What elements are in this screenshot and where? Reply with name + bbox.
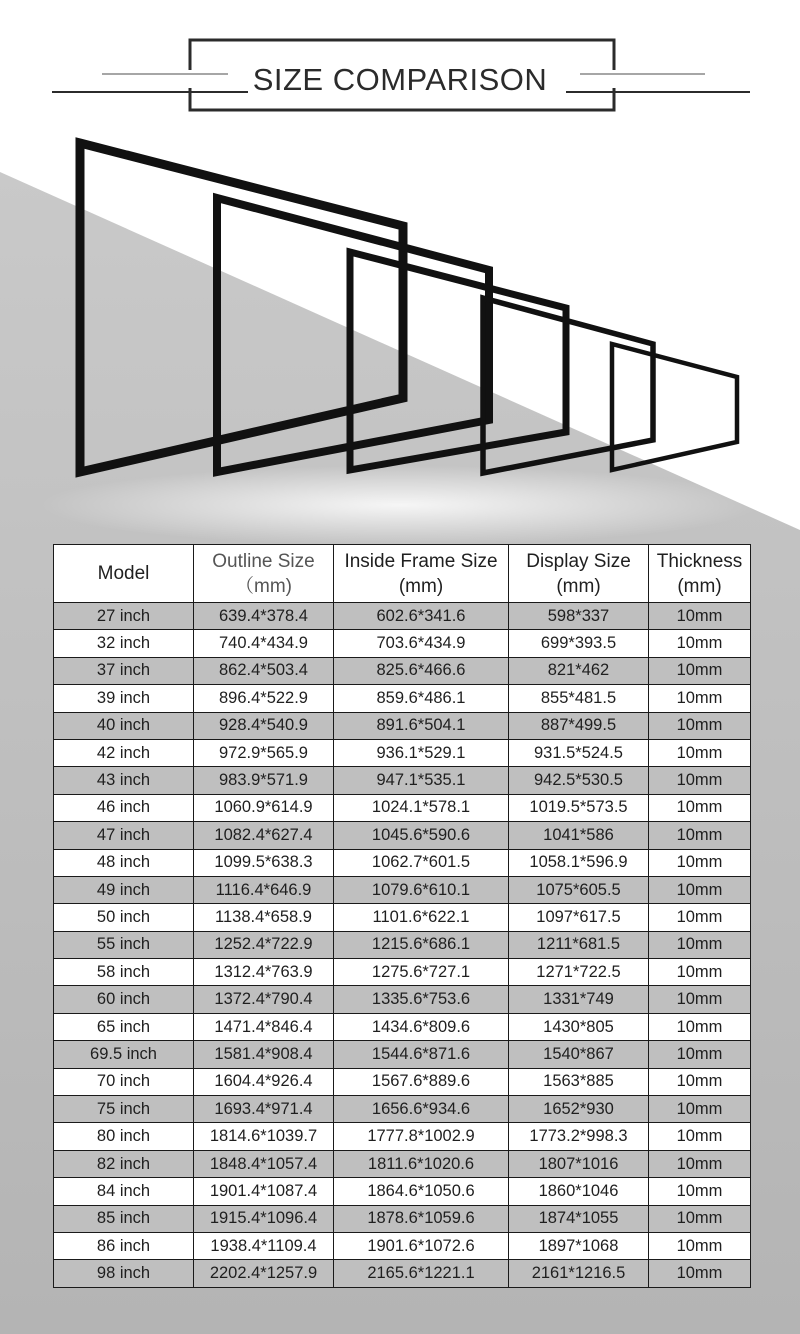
cell-thickness: 10mm <box>649 1068 751 1095</box>
header-model: Model <box>54 545 194 603</box>
cell-thickness: 10mm <box>649 1150 751 1177</box>
cell-model: 70 inch <box>54 1068 194 1095</box>
cell-outline-size: 1604.4*926.4 <box>194 1068 334 1095</box>
table-row <box>54 767 751 794</box>
table-header-row <box>54 545 751 603</box>
cell-model: 27 inch <box>54 603 194 630</box>
cell-inside-frame-size: 1878.6*1059.6 <box>334 1205 509 1232</box>
header-outline-size: Outline Size （mm) <box>194 545 334 603</box>
cell-outline-size: 1915.4*1096.4 <box>194 1205 334 1232</box>
table-row <box>54 1205 751 1232</box>
cell-thickness: 10mm <box>649 767 751 794</box>
table-row <box>54 712 751 739</box>
cell-display-size: 1097*617.5 <box>509 904 649 931</box>
cell-outline-size: 740.4*434.9 <box>194 630 334 657</box>
size-table <box>53 544 751 1288</box>
cell-inside-frame-size: 1811.6*1020.6 <box>334 1150 509 1177</box>
cell-display-size: 1540*867 <box>509 1041 649 1068</box>
cell-thickness: 10mm <box>649 1232 751 1259</box>
header-thickness: Thickness (mm) <box>649 545 751 603</box>
table-row <box>54 986 751 1013</box>
cell-outline-size: 1116.4*646.9 <box>194 876 334 903</box>
cell-thickness: 10mm <box>649 849 751 876</box>
page-title: SIZE COMPARISON <box>252 62 548 97</box>
table-row <box>54 1013 751 1040</box>
cell-thickness: 10mm <box>649 739 751 766</box>
cell-outline-size: 1138.4*658.9 <box>194 904 334 931</box>
cell-outline-size: 1938.4*1109.4 <box>194 1232 334 1259</box>
table-row <box>54 1150 751 1177</box>
cell-inside-frame-size: 1335.6*753.6 <box>334 986 509 1013</box>
cell-inside-frame-size: 2165.6*1221.1 <box>334 1260 509 1287</box>
cell-model: 37 inch <box>54 657 194 684</box>
table-row <box>54 876 751 903</box>
cell-inside-frame-size: 1101.6*622.1 <box>334 904 509 931</box>
cell-thickness: 10mm <box>649 1013 751 1040</box>
cell-inside-frame-size: 1434.6*809.6 <box>334 1013 509 1040</box>
table-row <box>54 630 751 657</box>
cell-outline-size: 1901.4*1087.4 <box>194 1178 334 1205</box>
cell-inside-frame-size: 859.6*486.1 <box>334 685 509 712</box>
cell-thickness: 10mm <box>649 876 751 903</box>
table-row <box>54 959 751 986</box>
cell-model: 42 inch <box>54 739 194 766</box>
cell-display-size: 1058.1*596.9 <box>509 849 649 876</box>
cell-display-size: 821*462 <box>509 657 649 684</box>
cell-model: 43 inch <box>54 767 194 794</box>
cell-model: 60 inch <box>54 986 194 1013</box>
cell-model: 69.5 inch <box>54 1041 194 1068</box>
cell-thickness: 10mm <box>649 904 751 931</box>
cell-thickness: 10mm <box>649 1041 751 1068</box>
cell-outline-size: 1848.4*1057.4 <box>194 1150 334 1177</box>
cell-inside-frame-size: 602.6*341.6 <box>334 603 509 630</box>
cell-outline-size: 1252.4*722.9 <box>194 931 334 958</box>
table-row <box>54 904 751 931</box>
cell-inside-frame-size: 1544.6*871.6 <box>334 1041 509 1068</box>
cell-outline-size: 862.4*503.4 <box>194 657 334 684</box>
floor-glow <box>40 465 760 545</box>
cell-display-size: 1430*805 <box>509 1013 649 1040</box>
cell-thickness: 10mm <box>649 712 751 739</box>
table-row <box>54 1123 751 1150</box>
cell-display-size: 1652*930 <box>509 1096 649 1123</box>
cell-outline-size: 1060.9*614.9 <box>194 794 334 821</box>
cell-inside-frame-size: 1864.6*1050.6 <box>334 1178 509 1205</box>
header-inside-frame-size: Inside Frame Size (mm) <box>334 545 509 603</box>
cell-thickness: 10mm <box>649 931 751 958</box>
cell-display-size: 1874*1055 <box>509 1205 649 1232</box>
cell-display-size: 855*481.5 <box>509 685 649 712</box>
cell-thickness: 10mm <box>649 822 751 849</box>
cell-inside-frame-size: 703.6*434.9 <box>334 630 509 657</box>
table-row <box>54 849 751 876</box>
cell-outline-size: 928.4*540.9 <box>194 712 334 739</box>
cell-thickness: 10mm <box>649 1178 751 1205</box>
cell-thickness: 10mm <box>649 657 751 684</box>
cell-outline-size: 896.4*522.9 <box>194 685 334 712</box>
table-row <box>54 739 751 766</box>
cell-inside-frame-size: 1215.6*686.1 <box>334 931 509 958</box>
table-row <box>54 794 751 821</box>
table-row <box>54 685 751 712</box>
table-row <box>54 1096 751 1123</box>
cell-model: 32 inch <box>54 630 194 657</box>
cell-outline-size: 1814.6*1039.7 <box>194 1123 334 1150</box>
cell-model: 49 inch <box>54 876 194 903</box>
cell-inside-frame-size: 891.6*504.1 <box>334 712 509 739</box>
cell-model: 39 inch <box>54 685 194 712</box>
table-row <box>54 1068 751 1095</box>
cell-thickness: 10mm <box>649 1260 751 1287</box>
cell-outline-size: 1082.4*627.4 <box>194 822 334 849</box>
cell-thickness: 10mm <box>649 959 751 986</box>
cell-inside-frame-size: 1062.7*601.5 <box>334 849 509 876</box>
cell-outline-size: 1581.4*908.4 <box>194 1041 334 1068</box>
cell-display-size: 598*337 <box>509 603 649 630</box>
cell-model: 86 inch <box>54 1232 194 1259</box>
cell-display-size: 931.5*524.5 <box>509 739 649 766</box>
cell-display-size: 1211*681.5 <box>509 931 649 958</box>
cell-display-size: 942.5*530.5 <box>509 767 649 794</box>
cell-model: 98 inch <box>54 1260 194 1287</box>
cell-display-size: 1773.2*998.3 <box>509 1123 649 1150</box>
cell-thickness: 10mm <box>649 603 751 630</box>
cell-model: 40 inch <box>54 712 194 739</box>
cell-outline-size: 1099.5*638.3 <box>194 849 334 876</box>
cell-outline-size: 983.9*571.9 <box>194 767 334 794</box>
table-row <box>54 603 751 630</box>
cell-thickness: 10mm <box>649 1096 751 1123</box>
cell-model: 50 inch <box>54 904 194 931</box>
cell-inside-frame-size: 1045.6*590.6 <box>334 822 509 849</box>
table-body <box>54 603 751 1288</box>
cell-inside-frame-size: 1901.6*1072.6 <box>334 1232 509 1259</box>
cell-thickness: 10mm <box>649 630 751 657</box>
cell-display-size: 1807*1016 <box>509 1150 649 1177</box>
cell-outline-size: 639.4*378.4 <box>194 603 334 630</box>
cell-outline-size: 972.9*565.9 <box>194 739 334 766</box>
table-row <box>54 657 751 684</box>
cell-outline-size: 2202.4*1257.9 <box>194 1260 334 1287</box>
cell-outline-size: 1372.4*790.4 <box>194 986 334 1013</box>
cell-model: 48 inch <box>54 849 194 876</box>
size-table-container <box>53 544 751 1288</box>
header-display-size: Display Size (mm) <box>509 545 649 603</box>
cell-model: 84 inch <box>54 1178 194 1205</box>
cell-display-size: 887*499.5 <box>509 712 649 739</box>
cell-display-size: 1041*586 <box>509 822 649 849</box>
cell-inside-frame-size: 1656.6*934.6 <box>334 1096 509 1123</box>
cell-inside-frame-size: 1567.6*889.6 <box>334 1068 509 1095</box>
cell-thickness: 10mm <box>649 685 751 712</box>
cell-display-size: 1860*1046 <box>509 1178 649 1205</box>
cell-display-size: 699*393.5 <box>509 630 649 657</box>
cell-display-size: 1897*1068 <box>509 1232 649 1259</box>
cell-inside-frame-size: 947.1*535.1 <box>334 767 509 794</box>
cell-model: 46 inch <box>54 794 194 821</box>
table-row <box>54 1232 751 1259</box>
cell-model: 47 inch <box>54 822 194 849</box>
cell-display-size: 1331*749 <box>509 986 649 1013</box>
cell-model: 85 inch <box>54 1205 194 1232</box>
cell-thickness: 10mm <box>649 794 751 821</box>
cell-model: 80 inch <box>54 1123 194 1150</box>
cell-inside-frame-size: 1777.8*1002.9 <box>334 1123 509 1150</box>
table-row <box>54 931 751 958</box>
cell-inside-frame-size: 1079.6*610.1 <box>334 876 509 903</box>
cell-model: 55 inch <box>54 931 194 958</box>
cell-outline-size: 1471.4*846.4 <box>194 1013 334 1040</box>
cell-model: 65 inch <box>54 1013 194 1040</box>
cell-model: 58 inch <box>54 959 194 986</box>
frame-5 <box>612 344 737 470</box>
table-row <box>54 822 751 849</box>
cell-display-size: 1563*885 <box>509 1068 649 1095</box>
cell-inside-frame-size: 825.6*466.6 <box>334 657 509 684</box>
cell-model: 75 inch <box>54 1096 194 1123</box>
cell-display-size: 1271*722.5 <box>509 959 649 986</box>
table-row <box>54 1178 751 1205</box>
cell-inside-frame-size: 1275.6*727.1 <box>334 959 509 986</box>
cell-display-size: 1075*605.5 <box>509 876 649 903</box>
cell-thickness: 10mm <box>649 986 751 1013</box>
cell-inside-frame-size: 936.1*529.1 <box>334 739 509 766</box>
cell-display-size: 2161*1216.5 <box>509 1260 649 1287</box>
table-row <box>54 1260 751 1287</box>
cell-model: 82 inch <box>54 1150 194 1177</box>
cell-thickness: 10mm <box>649 1123 751 1150</box>
cell-thickness: 10mm <box>649 1205 751 1232</box>
cell-display-size: 1019.5*573.5 <box>509 794 649 821</box>
table-row <box>54 1041 751 1068</box>
cell-outline-size: 1312.4*763.9 <box>194 959 334 986</box>
cell-outline-size: 1693.4*971.4 <box>194 1096 334 1123</box>
cell-inside-frame-size: 1024.1*578.1 <box>334 794 509 821</box>
